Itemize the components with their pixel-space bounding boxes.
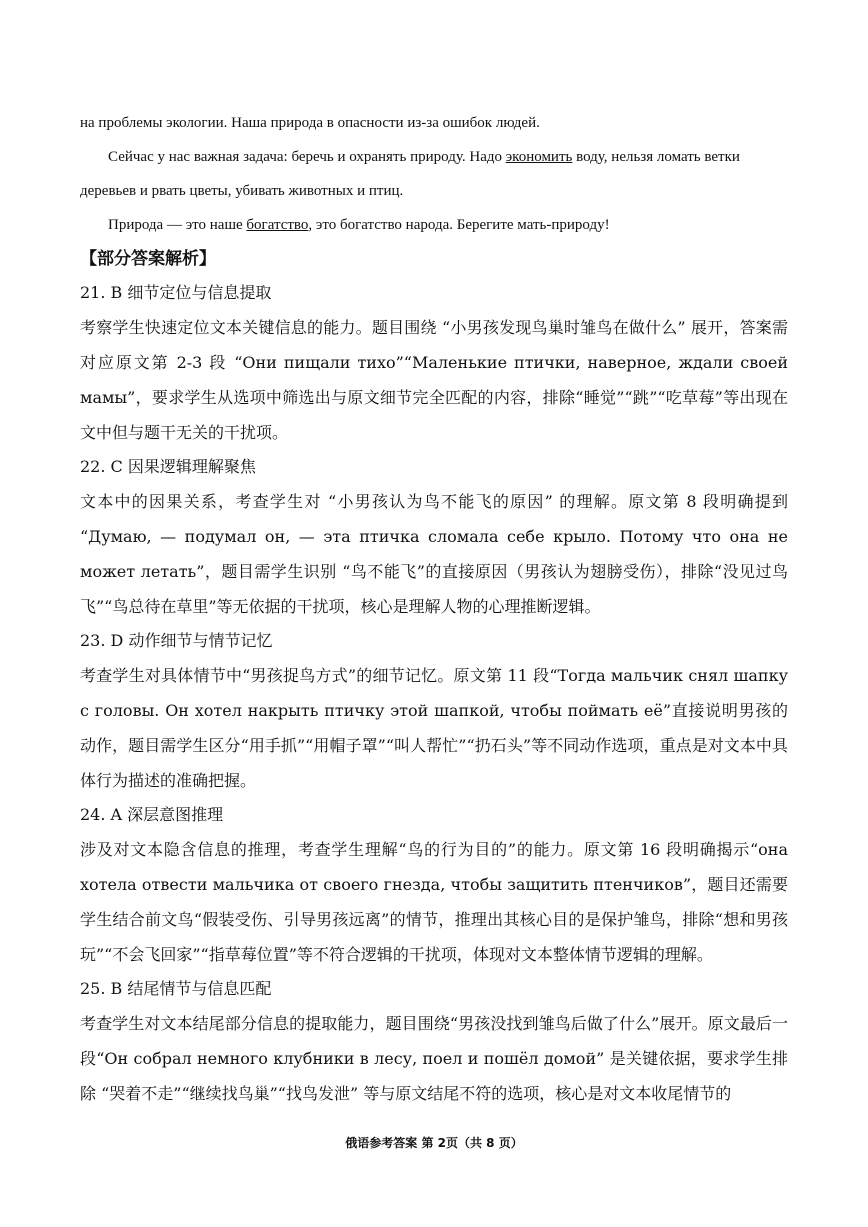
underlined-word: богатство xyxy=(246,217,309,233)
answer-explanation: 考查学生对文本结尾部分信息的提取能力，题目围绕“男孩没找到雏鸟后做了什么”展开。原文最后一段“Он собрал немного клубники в лесу, поел и пошёл домой” 是关键依据，要求学生排除 “哭着不走”“继续找鸟巢”“找鸟发泄” 等与原文结尾不符的选项，核心是对文本收尾情节的 xyxy=(80,1014,788,1103)
answer-item xyxy=(0,450,868,624)
answer-explanation: 考查学生对具体情节中“男孩捉鸟方式”的细节记忆。原文第 11 段“Тогда мальчик снял шапку с головы. Он хотел накрыть птичку этой шапкой, чтобы поймать её”直接说明男孩的动作，题目需学生区分“用手抓”“用帽子罩”“叫人帮忙”“扔石头”等不同动作选项，重点是对文本中具体行为描述的准确把握。 xyxy=(80,666,788,790)
intro-text: Природа — это наше xyxy=(108,217,247,233)
answer-title: 21. B 细节定位与信息提取 xyxy=(80,283,272,302)
intro-paragraph-3 xyxy=(0,208,868,242)
answer-item xyxy=(0,798,868,972)
intro-paragraph-1: на проблемы экологии. Наша природа в опасности из-за ошибок людей. xyxy=(80,115,540,131)
page-footer: 俄语参考答案 第 2页（共 8 页） xyxy=(345,1136,523,1150)
intro-text: воду, нельзя ломать ветки деревьев и рвать цветы, убивать животных и птиц. xyxy=(80,149,740,199)
section-heading: 【部分答案解析】 xyxy=(80,249,216,269)
answer-title: 25. B 结尾情节与信息匹配 xyxy=(80,979,272,998)
answer-item xyxy=(0,624,868,798)
answer-explanation: 考察学生快速定位文本关键信息的能力。题目围绕 “小男孩发现鸟巢时雏鸟在做什么” 展开，答案需对应原文第 2-3 段 “Они пищали тихо”“Маленькие птички, наверное, ждали своей мамы”，要求学生从选项中筛选出与原文细节完全匹配的内容，排除“睡觉”“跳”“吃草莓”等出现在文中但与题干无关的干扰项。 xyxy=(80,318,788,442)
answer-title: 23. D 动作细节与情节记忆 xyxy=(80,631,273,650)
intro-text: Сейчас у нас важная задача: беречь и охранять природу. Надо xyxy=(108,149,506,165)
underlined-word: экономить xyxy=(505,149,573,165)
answer-item xyxy=(0,972,868,1111)
answer-explanation: 文本中的因果关系，考查学生对 “小男孩认为鸟不能飞的原因” 的理解。原文第 8 段明确提到 “Думаю, — подумал он, — эта птичка сломала себе крыло. Потому что она не может летать”，题目需学生识别 “鸟不能飞”的直接原因（男孩认为翅膀受伤），排除“没见过鸟飞”“鸟总待在草里”等无依据的干扰项，核心是理解人物的心理推断逻辑。 xyxy=(80,492,788,616)
intro-paragraph-2 xyxy=(0,140,868,208)
answer-explanation: 涉及对文本隐含信息的推理，考查学生理解“鸟的行为目的”的能力。原文第 16 段明确揭示“она хотела отвести мальчика от своего гнезда, чтобы защитить птенчиков”，题目还需要学生结合前文鸟“假装受伤、引导男孩远离”的情节，推理出其核心目的是保护雏鸟，排除“想和男孩玩”“不会飞回家”“指草莓位置”等不符合逻辑的干扰项，体现对文本整体情节逻辑的理解。 xyxy=(80,840,788,964)
answer-title: 22. C 因果逻辑理解聚焦 xyxy=(80,457,256,476)
answer-title: 24. A 深层意图推理 xyxy=(80,805,224,824)
answer-item xyxy=(0,276,868,450)
intro-text: , это богатство народа. Берегите мать-природу! xyxy=(308,217,610,233)
